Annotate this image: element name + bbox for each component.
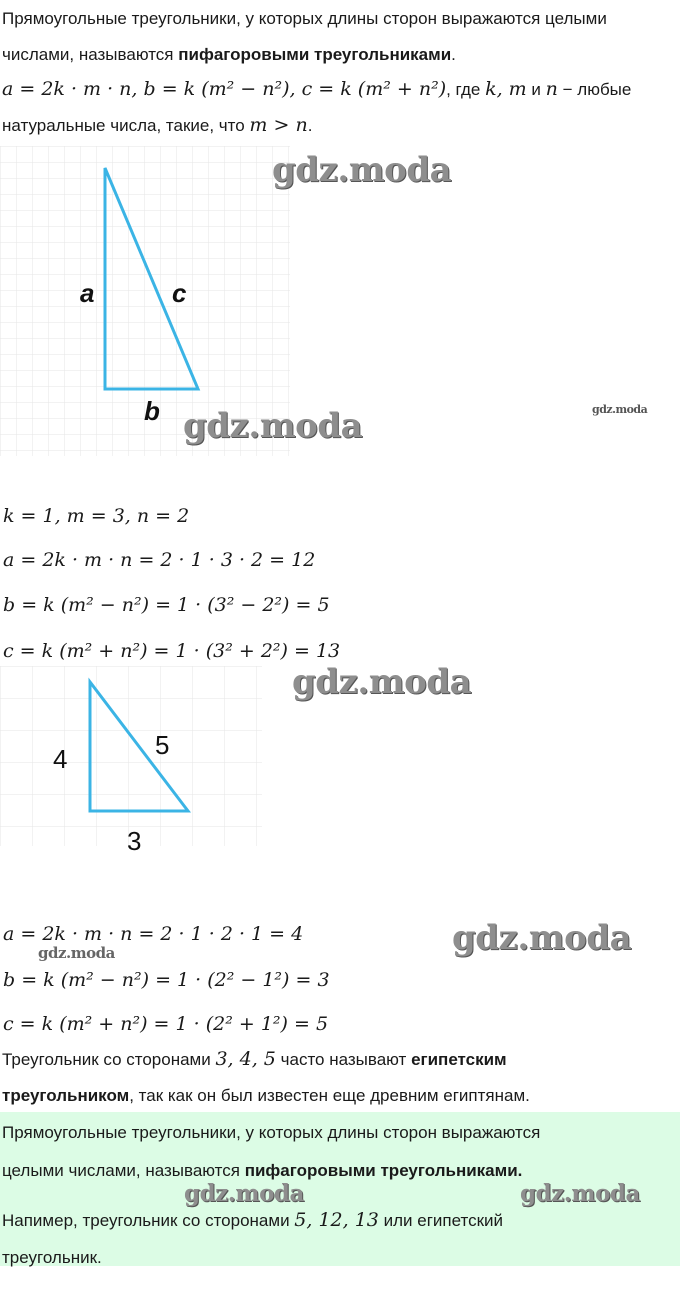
watermark: gdz.moda xyxy=(184,1180,304,1207)
term-pythagorean-triangles: пифагоровыми треугольниками xyxy=(178,45,452,64)
summary-text: целыми числами, называются xyxy=(2,1161,245,1180)
intro-line-4 xyxy=(2,114,312,137)
example1-b: b = k (m² − n²) = 1 · (3² − 2²) = 5 xyxy=(3,594,330,616)
intro-text: . xyxy=(451,45,456,64)
intro-text: − любые xyxy=(557,80,632,99)
intro-line-1: Прямоугольные треугольники, у которых длины сторон выражаются целыми xyxy=(2,9,607,28)
side-label-5: 5 xyxy=(155,730,170,760)
side-label-3: 3 xyxy=(127,826,142,856)
formula-vars: k, m xyxy=(485,78,527,100)
egypt-line-1 xyxy=(2,1048,507,1071)
intro-line-2 xyxy=(2,44,456,66)
summary-line-1: Прямоугольные треугольники, у которых длины сторон выражаются xyxy=(2,1123,541,1142)
side-label-a: a xyxy=(80,278,95,308)
summary-text: Напимер, треугольник со сторонами xyxy=(2,1211,295,1230)
formula-general: a = 2k · m · n, b = k (m² − n²), c = k (m² + n²) xyxy=(2,78,447,100)
watermark: gdz.moda xyxy=(452,918,632,958)
figure-egyptian-triangle xyxy=(0,666,262,846)
side-label-4: 4 xyxy=(53,744,68,774)
summary-line-4: треугольник. xyxy=(2,1248,102,1267)
intro-text: натуральные числа, такие, что xyxy=(2,116,250,135)
intro-text: и xyxy=(526,80,546,99)
side-label-b: b xyxy=(144,396,160,426)
example1-params: k = 1, m = 3, n = 2 xyxy=(3,505,190,527)
watermark: gdz.moda xyxy=(520,1180,640,1207)
egypt-text: , так как он был известен еще древним египтянам. xyxy=(129,1086,530,1105)
watermark: gdz.moda xyxy=(292,662,472,702)
example1-c: c = k (m² + n²) = 1 · (3² + 2²) = 13 xyxy=(3,640,341,662)
summary-line-3 xyxy=(2,1209,503,1232)
summary-text: или египетский xyxy=(378,1211,504,1230)
example2-c: c = k (m² + n²) = 1 · (2² + 1²) = 5 xyxy=(3,1013,329,1035)
intro-text: , где xyxy=(446,80,486,99)
term-pythagorean-triangles: пифагоровыми треугольниками. xyxy=(244,1161,523,1180)
summary-line-2 xyxy=(2,1160,522,1182)
side-label-c: c xyxy=(172,278,187,308)
summary-sides: 5, 12, 13 xyxy=(294,1209,379,1231)
example2-b: b = k (m² − n²) = 1 · (2² − 1²) = 3 xyxy=(3,969,330,991)
watermark: gdz.moda xyxy=(272,150,452,190)
watermark: gdz.moda xyxy=(592,403,648,416)
formula-var-n: n xyxy=(545,78,558,100)
term-triangle: треугольником xyxy=(2,1086,130,1105)
egypt-line-2 xyxy=(2,1085,530,1107)
example2-a: a = 2k · m · n = 2 · 1 · 2 · 1 = 4 xyxy=(3,923,304,945)
intro-formula-line xyxy=(2,78,631,101)
intro-text: числами, называются xyxy=(2,45,179,64)
example1-a: a = 2k · m · n = 2 · 1 · 3 · 2 = 12 xyxy=(3,549,316,571)
watermark: gdz.moda xyxy=(183,406,363,446)
grid-background xyxy=(0,666,262,846)
egypt-text: Треугольник со сторонами xyxy=(2,1050,216,1069)
watermark: gdz.moda xyxy=(38,944,115,962)
term-egyptian: египетским xyxy=(411,1050,507,1069)
egypt-text: часто называют xyxy=(275,1050,412,1069)
egypt-sides: 3, 4, 5 xyxy=(215,1048,276,1070)
condition-m-gt-n: m > n xyxy=(249,114,308,136)
intro-text: . xyxy=(307,116,313,135)
